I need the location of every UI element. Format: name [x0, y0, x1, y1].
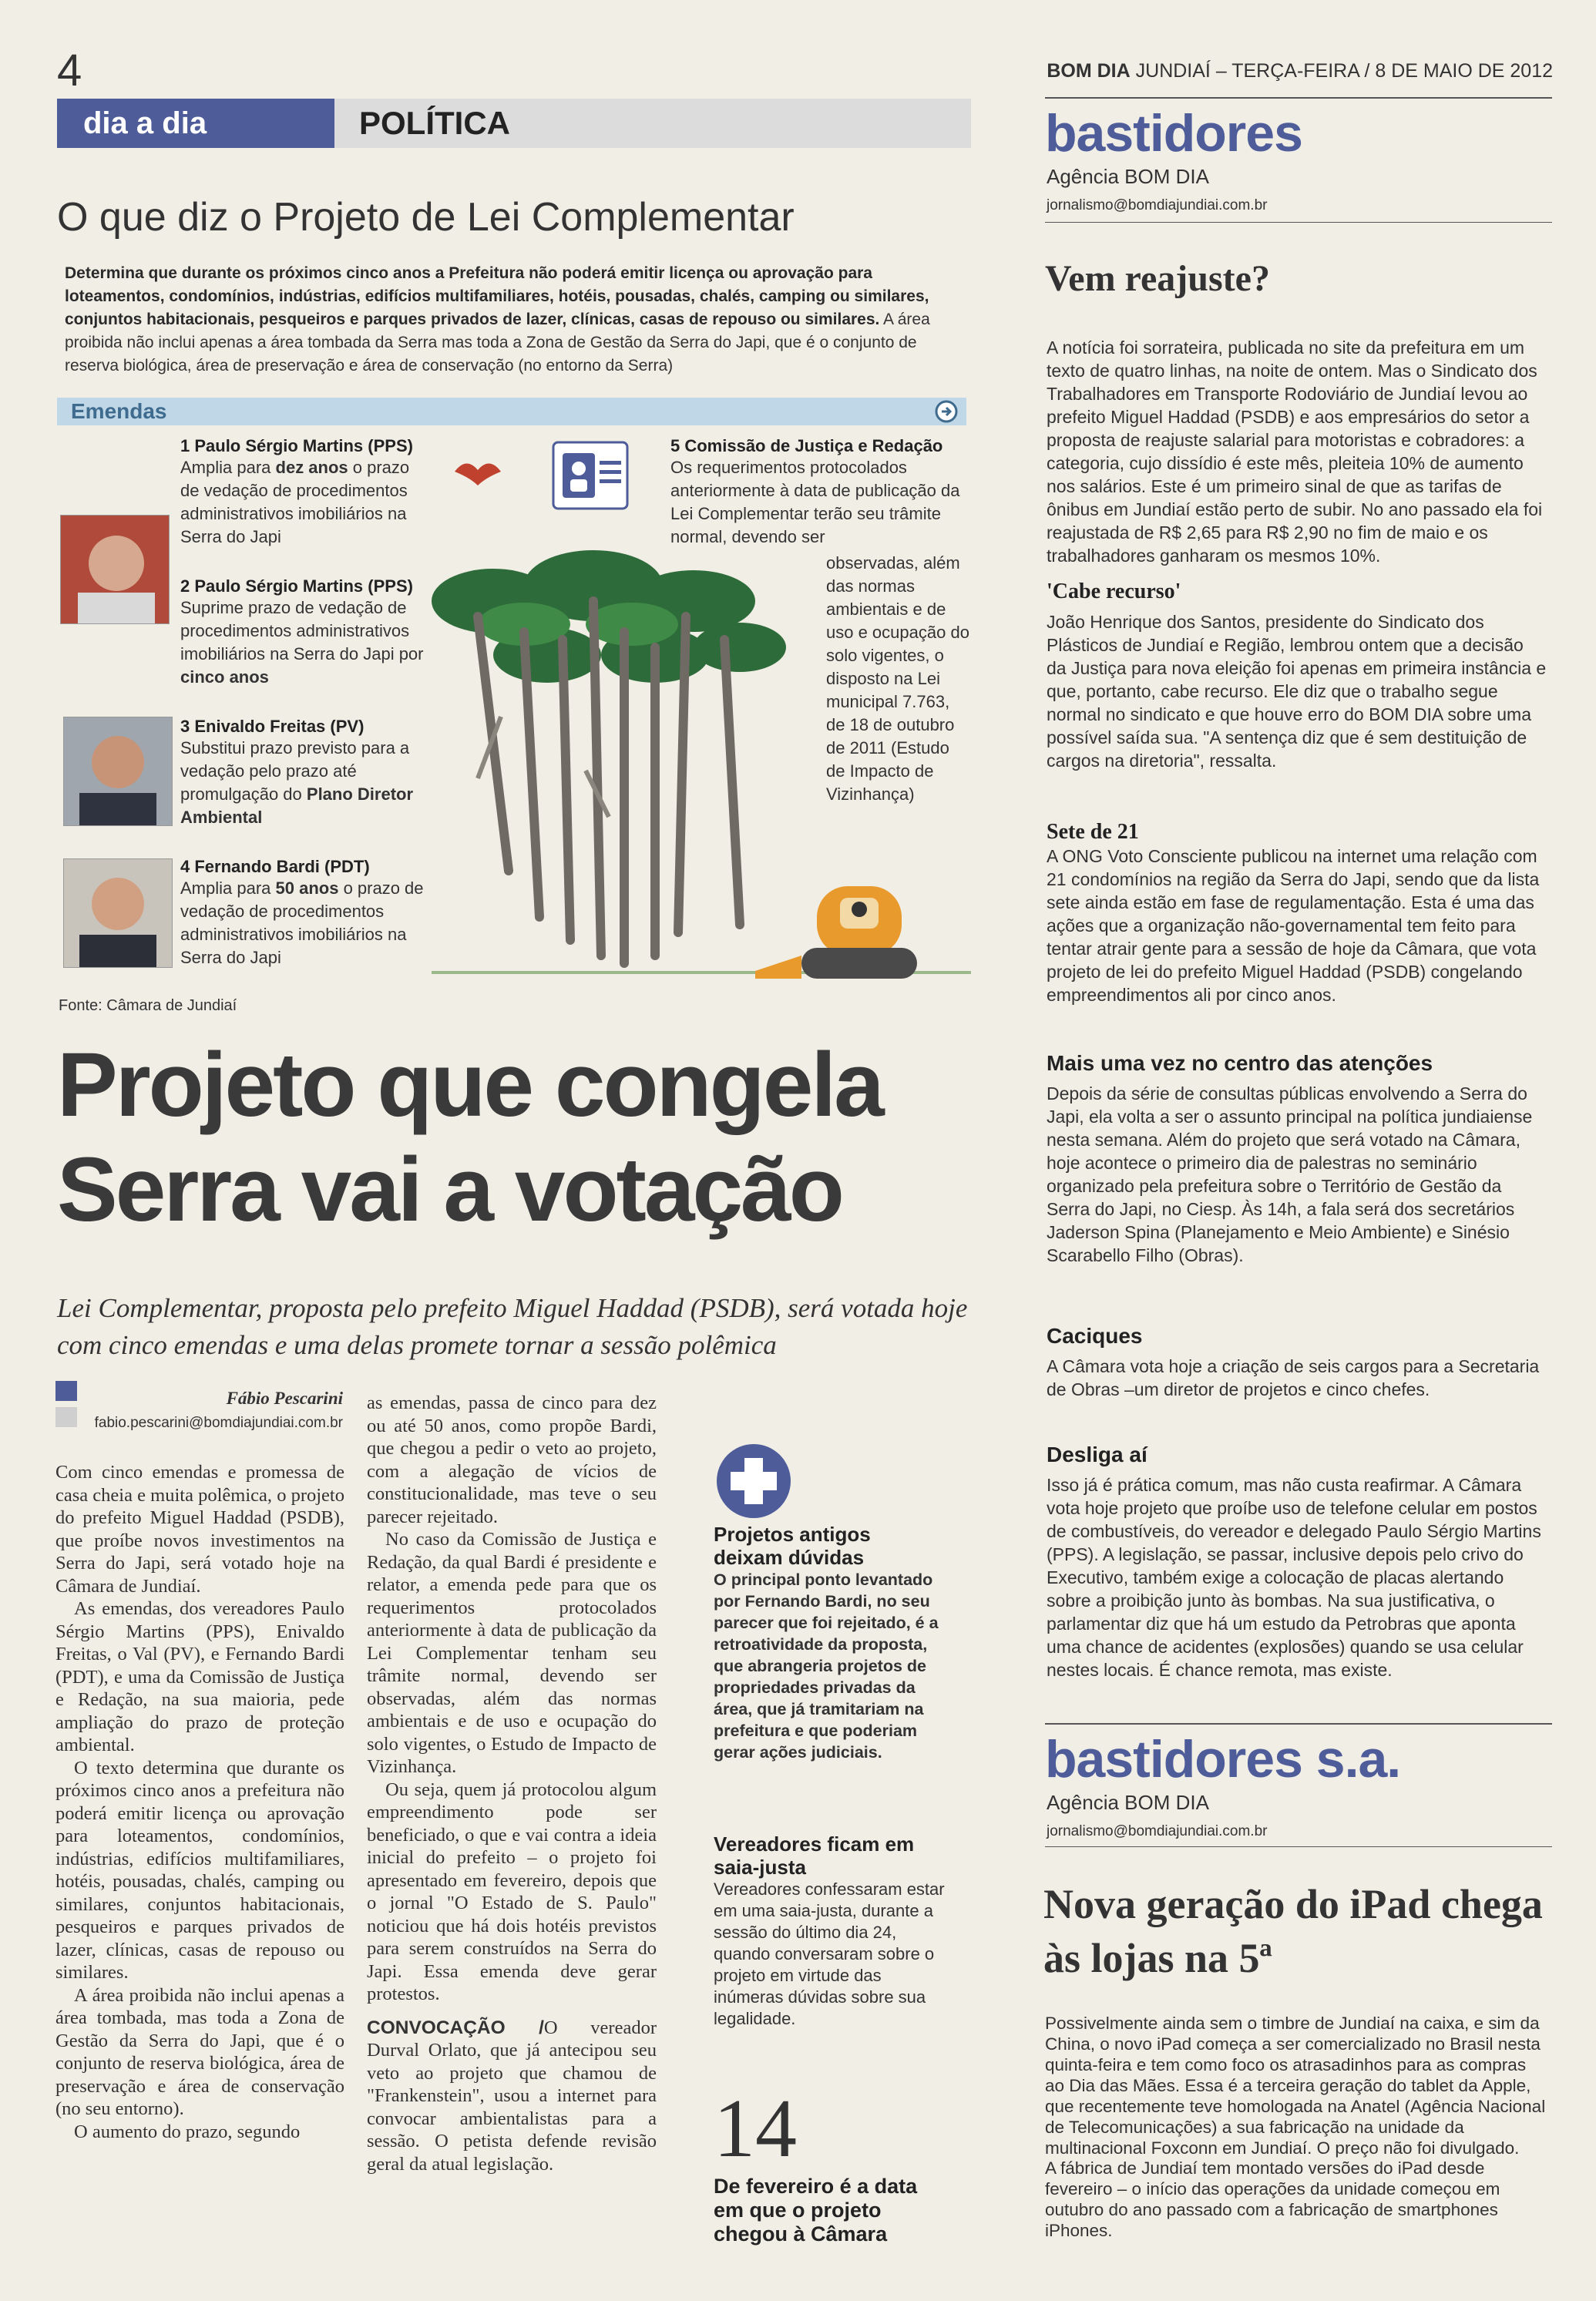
col1-paragraph: O texto determina que durante os próximos cinco anos a prefeitura não poderá emitir licença ou aprovação para loteamentos, condomínios, indústrias, edifícios multifamiliares, hotéis, pousadas, chalés, camping ou similares, conjuntos habitacionais, pesqueiros e parques privados de lazer, clínicas, casas de repouso ou similares.: [55, 1757, 344, 1983]
bastidores-item-2: [1047, 820, 1547, 1006]
emenda-2-title: 2 Paulo Sérgio Martins (PPS): [180, 576, 413, 596]
emendas-bar: [57, 398, 966, 425]
emenda-4-title: 4 Fernando Bardi (PDT): [180, 857, 370, 876]
emenda-5: [670, 436, 971, 549]
emenda-1-text-a: Amplia para: [180, 458, 276, 477]
emenda-1-text-b: o prazo de vedação de procedimentos administrativos imobiliários na Serra do Japi: [180, 458, 410, 546]
emenda-3: [180, 717, 419, 829]
box-intro-rest: A área proibida não inclui apenas a área tombada da Serra mas toda a Zona de Gestão da Serra do Japi, que é o conjunto de reserva biológica, área de preservação e área de conservação (no entorno da Serra): [65, 311, 930, 375]
bastidores-brand: bastidores: [1045, 104, 1302, 163]
sidebar-item-1-text: O principal ponto levantado por Fernando Bardi, no seu parecer que foi rejeitado, é a retroatividade da proposta, que abrangeria projetos de propriedades privadas da área, que já tramitariam na prefeitura e que poderiam gerar ações judiciais.: [714, 1570, 939, 1762]
section-name: POLÍTICA: [359, 105, 510, 141]
bastidores-sa-text-1: Possivelmente ainda sem o timbre de Jundiaí na caixa, e sim da China, o novo iPad começa a ser comercializado no Brasil nesta quinta-feira e tem como foco os atrasadinhos para as compras ao Dia das Mães. Essa é a terceira geração do tablet da Apple, que recentemente teve homologada na Anatel (Agência Nacional de Telecomunicações) a sua fabricação na unidade da multinacional Foxconn em Jundiaí. O preço não foi divulgado.: [1045, 2014, 1546, 2158]
divider: [1045, 1846, 1552, 1847]
headline: Projeto que congela Serra vai a votação: [57, 1034, 882, 1241]
source-credit: Fonte: Câmara de Jundiaí: [59, 997, 237, 1014]
emenda-4-text-a: Amplia para: [180, 878, 276, 898]
emenda-3-text-bold: Plano Diretor Ambiental: [180, 784, 414, 827]
photo-paulo-sergio-martins: [60, 515, 170, 624]
emenda-4-text-bold: 50 anos: [275, 878, 339, 898]
bastidores-item-text: Isso já é prática comum, mas não custa reafirmar. A Câmara vota hoje projeto que proíbe uso de telefone celular em postos de combustíveis, do vereador e delegado Paulo Sérgio Martins (PPS). A legislação, se passar, inclusive depois pelo crivo do Executivo, também exige a colocação de placas alertando sobre a proibição junto às bombas. Na sua justificativa, o parlamentar diz que há um estudo da Petrobras que aponta uma chance de acidentes (explosões) quando se usa celular nestes locais. É chance remota, mas existe.: [1047, 1475, 1541, 1680]
divider: [1045, 1723, 1552, 1725]
author-email: fabio.pescarini@bomdiajundiai.com.br: [94, 1415, 343, 1431]
masthead: [979, 60, 1553, 82]
bird-icon: [451, 456, 505, 487]
bastidores-agency: Agência BOM DIA: [1047, 165, 1209, 188]
divider: [1045, 97, 1552, 99]
bastidores-item-1: [1047, 579, 1547, 772]
emenda-2: [180, 576, 435, 689]
convocacao-label: CONVOCAÇÃO /: [367, 2017, 544, 2038]
subhead: Lei Complementar, proposta pelo prefeito Miguel Haddad (PSDB), será votada hoje com cinco emendas e uma delas promete tornar a sessão polêmica: [57, 1293, 968, 1360]
author-mark-grey: [55, 1407, 77, 1427]
bastidores-lead-text: A notícia foi sorrateira, publicada no site da prefeitura em um texto de quatro linhas, na noite de ontem. Mas o Sindicato dos Trabalhadores em Transporte Rodoviário de Jundiaí levou ao prefeito Miguel Haddad (PSDB) e aos empresários do setor a proposta de reajuste salarial para motoristas e cobradores: a categoria, cujo dissídio é este mês, pleiteia 10% de aumento nos salários. Este é um primeiro sinal de que as tarifas de ônibus em Jundiaí estão perto de subir. No ano passado ela foi reajustada de R$ 2,65 para R$ 2,90 no fim de maio e os trabalhadores ganharam os mesmos 10%.: [1047, 338, 1543, 566]
emenda-4-text-b: o prazo de vedação de procedimentos administrativos imobiliários na Serra do Japi: [180, 878, 424, 967]
col2-paragraph: No caso da Comissão de Justiça e Redação, da qual Bardi é presidente e relator, a emenda pede para que os requerimentos protocolados anteriormente à data de publicação da Lei Complementar tenham seu trâmite normal, devendo ser observadas, além das normas ambientais e de uso e ocupação do solo vigentes, o Estudo de Impacto de Vizinhança.: [367, 1529, 657, 1777]
emenda-5-title: 5 Comissão de Justiça e Redação: [670, 436, 943, 455]
bulldozer-icon: [755, 886, 917, 979]
bastidores-item-title: Mais uma vez no centro das atenções: [1047, 1051, 1433, 1075]
bastidores-item-5: [1047, 1443, 1547, 1681]
arrow-circle-icon: [934, 399, 959, 424]
emenda-1-title: 1 Paulo Sérgio Martins (PPS): [180, 436, 413, 455]
plus-circle-icon: [714, 1441, 794, 1521]
article-column-1: [55, 1461, 344, 2143]
fact-number: 14: [714, 2083, 797, 2175]
document-board-icon: [552, 441, 629, 510]
bastidores-lead-title: Vem reajuste?: [1045, 258, 1270, 299]
author-mark-blue: [55, 1381, 77, 1401]
bastidores-item-text: A ONG Voto Consciente publicou na internet uma relação com 21 condomínios na região da Serra do Japi, sendo que da lista sete ainda estão em fase de regulamentação. Esta é uma das ações que a organização não-governamental tem feito para tentar atrair gente para a sessão de hoje da Câmara, que vota projeto de lei do prefeito Miguel Haddad (PSDB) congelando empreendimentos ali por cinco anos.: [1047, 846, 1540, 1005]
emenda-5-text-a: Os requerimentos protocolados anteriormente à data de publicação da Lei Complementar terão seu trâmite normal, devendo ser: [670, 458, 960, 546]
emenda-1-text-bold: dez anos: [275, 458, 348, 477]
sidebar-item-2-text: Vereadores confessaram estar em uma saia-justa, durante a sessão do último dia 24, quando conversaram sobre o projeto em virtude das inúmeras dúvidas sobre sua legalidade.: [714, 1879, 945, 2028]
col1-paragraph: O aumento do prazo, segundo: [74, 2121, 301, 2142]
author-name: Fábio Pescarini: [226, 1389, 343, 1408]
bastidores-email: jornalismo@bomdiajundiai.com.br: [1047, 197, 1268, 213]
bastidores-item-3: [1047, 1051, 1547, 1267]
article-column-2: [367, 1392, 657, 2175]
bastidores-sa-title: Nova geração do iPad chega às lojas na 5ª: [1043, 1881, 1543, 1981]
fact-text: De fevereiro é a data em que o projeto chegou à Câmara: [714, 2175, 918, 2246]
photo-fernando-bardi: [63, 858, 173, 968]
bastidores-sa-email: jornalismo@bomdiajundiai.com.br: [1047, 1823, 1268, 1839]
page-number: 4: [57, 45, 82, 96]
col1-paragraph: Com cinco emendas e promessa de casa cheia e muita polêmica, o projeto do prefeito Miguel Haddad (PSDB), que proíbe novos investimentos na Serra do Japi, será votado hoje na Câmara de Jundiaí.: [55, 1462, 344, 1597]
emenda-2-text-bold: cinco anos: [180, 667, 269, 687]
col1-paragraph: As emendas, dos vereadores Paulo Sérgio Martins (PPS), Enivaldo Freitas, o Val (PV), e Fernando Bardi (PDT), e uma da Comissão de Justiça e Redação, na sua maioria, pede ampliação do prazo de proteção ambiental.: [55, 1598, 344, 1755]
bastidores-sa-brand: bastidores s.a.: [1045, 1730, 1401, 1789]
bastidores-item-text: A Câmara vota hoje a criação de seis cargos para a Secretaria de Obras –um diretor de projetos e cinco chefes.: [1047, 1356, 1540, 1399]
col1-paragraph: A área proibida não inclui apenas a área tombada, mas toda a Zona de Gestão da Serra do Japi, que é o conjunto de reserva biológica, área de preservação e área de conservação (no seu entorno).: [55, 1984, 344, 2119]
col2-convocacao: [367, 2017, 657, 2176]
bastidores-item-text: Depois da série de consultas públicas envolvendo a Serra do Japi, ela volta a ser o assunto principal na política jundiaiense nesta semana. Além do projeto que será votado na Câmara, hoje acontece o primeiro dia de palestras no seminário organizado pela prefeitura sobre o Território de Gestão da Serra do Japi, no Ciesp. Às 14h, a fala será dos secretários Jaderson Spina (Planejamento e Meio Ambiente) e Sinésio Scarabello Filho (Obras).: [1047, 1083, 1533, 1265]
bastidores-item-title: Sete de 21: [1047, 820, 1139, 844]
col2-paragraph: Ou seja, quem já protocolou algum empreendimento pode ser beneficiado, o que e vai contra a ideia inicial do prefeito – o projeto foi apresentado em fevereiro, depois que o jornal "O Estado de S. Paulo" noticiou que há dois hotéis previstos para serem construídos na Serra do Japi. Essa emenda deve gerar protestos.: [367, 1779, 657, 2004]
emenda-2-text-a: Suprime prazo de vedação de procedimentos administrativos imobiliários na Serra do Japi por: [180, 598, 424, 663]
masthead-brand: BOM DIA: [1047, 60, 1131, 82]
masthead-date: JUNDIAÍ – TERÇA-FEIRA / 8 DE MAIO DE 2012: [1135, 60, 1553, 82]
bastidores-item-title: Caciques: [1047, 1324, 1143, 1348]
emenda-5-text-b: observadas, além das normas ambientais e de uso e ocupação do solo vigentes, o disposto na Lei municipal 7.763, de 18 de outubro de 2011 (Estudo de Impacto de Vizinhança): [826, 553, 969, 804]
col2-paragraph: as emendas, passa de cinco para dez ou até 50 anos, como propõe Bardi, que chegou a pedir o veto ao projeto, com a alegação de vícios de constitucionalidade, mas teve o seu parecer rejeitado.: [367, 1392, 657, 1527]
photo-enivaldo-freitas: [63, 717, 173, 826]
section-tag: dia a dia: [57, 99, 334, 148]
sidebar-item-2: [714, 1832, 945, 2030]
emenda-3-title: 3 Enivaldo Freitas (PV): [180, 717, 365, 736]
divider: [1045, 222, 1552, 223]
emenda-1: [180, 436, 427, 549]
bastidores-item-text: João Henrique dos Santos, presidente do Sindicato dos Plásticos de Jundiaí e Região, lembrou ontem que a decisão da Justiça para nova eleição foi apenas em primeira instância e que, portanto, cabe recurso. Ele diz que o trabalho segue normal no sindicato e que houve erro do BOM DIA sobre uma possível saída sua. "A sentença diz que é sem destituição de cargos na diretoria", ressalta.: [1047, 612, 1547, 771]
bastidores-sa-agency: Agência BOM DIA: [1047, 1791, 1209, 1814]
bastidores-sa-text-2: A fábrica de Jundiaí tem montado versões do iPad desde fevereiro – o início das operações da unidade começou em outubro do ano passado com a fabricação de smartphones iPhones.: [1045, 2158, 1500, 2240]
box-title: O que diz o Projeto de Lei Complementar: [57, 195, 795, 240]
bastidores-item-title: 'Cabe recurso': [1047, 579, 1181, 603]
bastidores-item-4: [1047, 1324, 1547, 1401]
sidebar-item-1: [714, 1523, 945, 1763]
convocacao-text: O vereador Durval Orlato, que já antecipou seu veto ao projeto que chamou de "Frankenstein", usou a internet para convocar ambientalistas para a sessão. O petista defende revisão geral da atual legislação.: [367, 2017, 657, 2175]
emenda-3-text-a: Substitui prazo previsto para a vedação pelo prazo até promulgação do: [180, 738, 410, 804]
sidebar-item-1-title: Projetos antigos deixam dúvidas: [714, 1523, 871, 1569]
box-intro: [65, 262, 966, 378]
bastidores-item-title: Desliga aí: [1047, 1443, 1147, 1466]
box-intro-bold: Determina que durante os próximos cinco anos a Prefeitura não poderá emitir licença ou aprovação para loteamentos, condomínios, indústrias, edifícios multifamiliares, hotéis, pousadas, chalés, camping ou similares, conjuntos habitacionais, pesqueiros e parques privados de lazer, clínicas, casas de repouso ou similares.: [65, 264, 929, 328]
emenda-4: [180, 857, 427, 969]
emendas-label: Emendas: [71, 399, 167, 423]
sidebar-item-2-title: Vereadores ficam em saia-justa: [714, 1832, 915, 1879]
